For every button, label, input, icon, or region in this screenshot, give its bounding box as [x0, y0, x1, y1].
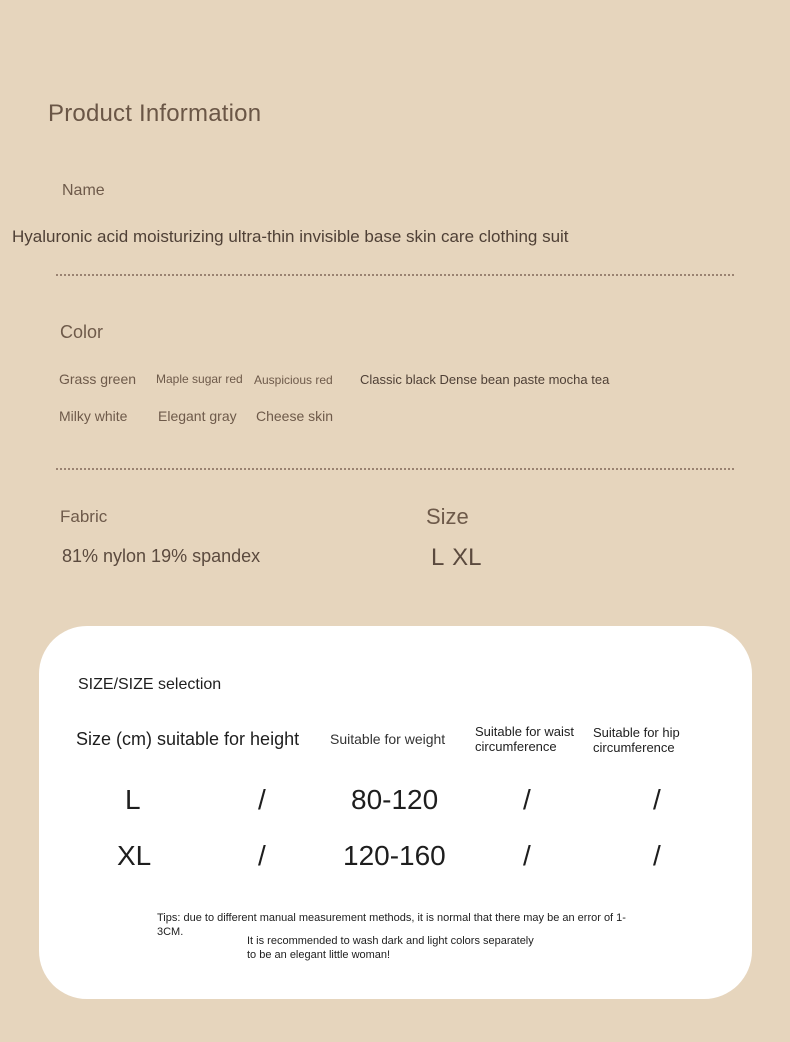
tips-washing: It is recommended to wash dark and light colors separately to be an elegant little woman!	[247, 935, 534, 961]
size-table-card	[39, 626, 752, 999]
table-row-waist: /	[523, 840, 531, 871]
size-value: L XL	[431, 544, 482, 571]
size-label: Size	[426, 504, 469, 529]
color-option: Grass green	[59, 371, 137, 387]
column-header-weight: Suitable for weight	[330, 731, 446, 747]
color-option: Milky white	[59, 408, 128, 424]
divider	[56, 274, 734, 276]
color-option: Auspicious red	[254, 373, 333, 387]
table-row-hip: /	[653, 784, 661, 815]
column-header-hip: Suitable for hip circumference	[593, 725, 680, 755]
table-row-height: /	[258, 784, 266, 815]
table-row-hip: /	[653, 840, 661, 871]
product-name: Hyaluronic acid moisturizing ultra-thin invisible base skin care clothing suit	[12, 227, 569, 246]
column-header-size-height: Size (cm) suitable for height	[76, 729, 300, 749]
table-row-weight: 120-160	[343, 840, 446, 871]
divider	[56, 468, 734, 470]
fabric-label: Fabric	[60, 507, 108, 526]
color-option: Elegant gray	[158, 408, 237, 424]
page-title: Product Information	[48, 100, 262, 127]
table-row-size: XL	[117, 840, 152, 871]
tips-measurement: Tips: due to different manual measurement methods, it is normal that there may be an error of 1-3CM.	[157, 912, 626, 938]
color-label: Color	[60, 322, 104, 342]
fabric-value: 81% nylon 19% spandex	[62, 546, 261, 566]
size-table-heading: SIZE/SIZE selection	[78, 676, 222, 693]
color-option: Maple sugar red	[156, 372, 243, 386]
table-row-weight: 80-120	[351, 784, 439, 815]
name-label: Name	[62, 182, 105, 199]
table-row-waist: /	[523, 784, 531, 815]
color-option: Classic black Dense bean paste mocha tea	[360, 372, 610, 387]
table-row-height: /	[258, 840, 266, 871]
table-row-size: L	[125, 784, 141, 815]
column-header-waist: Suitable for waist circumference	[475, 724, 574, 754]
color-option: Cheese skin	[256, 408, 334, 424]
